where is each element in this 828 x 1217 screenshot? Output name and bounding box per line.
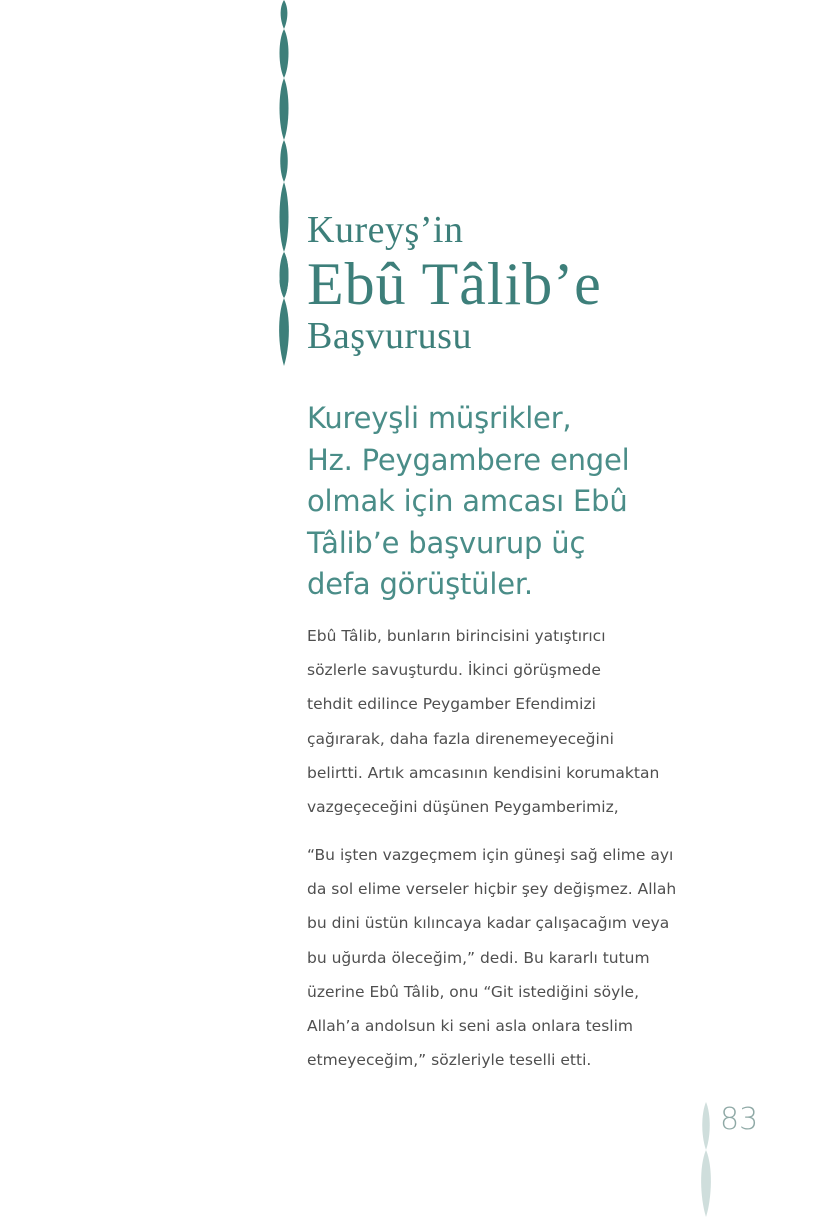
body-line: Allah’a andolsun ki seni asla onlara teslim [307,1017,633,1036]
lead-line: defa görüştüler. [307,567,533,601]
body-line: belirtti. Artık amcasının kendisini korumaktan [307,763,660,782]
page-leaf-ornament-icon [698,1100,714,1217]
lead-paragraph [307,398,707,606]
lead-line: Hz. Peygambere engel [307,442,630,477]
body-line: sözlerle savuşturdu. İkinci görüşmede [307,661,601,680]
body-line: vazgeçeceğini düşünen Peygamberimiz, [307,798,619,817]
body-line: bu dini üstün kılıncaya kadar çalışacağım veya [307,914,670,933]
body-line: “Bu işten vazgeçmem için güneşi sağ elime ayı [307,846,674,864]
page-number: 83 [720,1102,759,1137]
body-line: tehdit edilince Peygamber Efendimizi [307,695,596,714]
leaf-chain-ornament-icon [276,0,292,368]
body-line: Ebû Tâlib, bunların birincisini yatıştırıcı [307,627,606,645]
lead-line: Kureyşli müşrikler, [307,401,572,435]
title-line-2: Ebû Tâlib’e [307,251,602,317]
title-line-1: Kureyş’in [307,209,464,251]
body-line: bu uğurda öleceğim,” dedi. Bu kararlı tutum [307,948,650,967]
body-line: çağırarak, daha fazla direnemeyeceğini [307,729,614,748]
body-paragraph-2 [307,838,707,1077]
body-paragraph-1 [307,619,707,824]
lead-line: Tâlib’e başvurup üç [307,525,586,560]
body-line: da sol elime verseler hiçbir şey değişmez. Allah [307,880,677,899]
body-line: etmeyeceğim,” sözleriyle teselli etti. [307,1051,592,1070]
body-line: üzerine Ebû Tâlib, onu “Git istediğini söyle, [307,982,640,1001]
chapter-title [307,208,602,356]
lead-line: olmak için amcası Ebû [307,484,628,518]
title-line-3: Başvurusu [307,315,472,357]
